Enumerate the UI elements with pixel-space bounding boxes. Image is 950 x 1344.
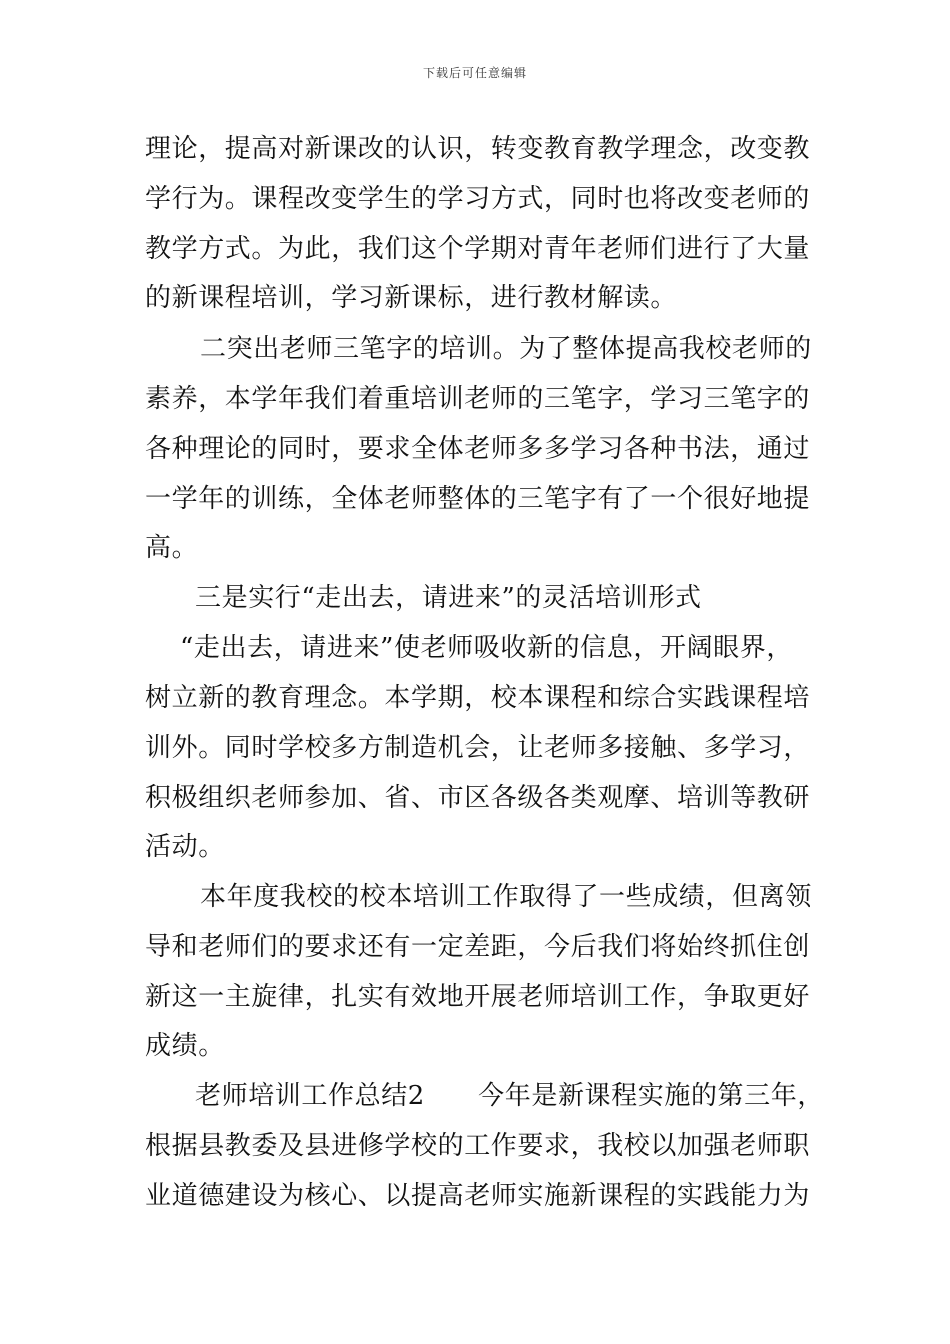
body-line: 老师培训工作总结2 今年是新课程实施的第三年，	[195, 1081, 824, 1111]
body-line: 二突出老师三笔字的培训。为了整体提高我校老师的	[200, 334, 812, 364]
body-line: 三是实行“走出去，请进来”的灵活培训形式	[195, 583, 702, 613]
body-line: 根据县教委及县进修学校的工作要求，我校以加强老师职	[145, 1131, 811, 1161]
body-line: 新这一主旋律，扎实有效地开展老师培训工作，争取更好	[145, 982, 811, 1012]
body-line: 理论，提高对新课改的认识，转变教育教学理念，改变教	[145, 134, 811, 164]
body-line: 积极组织老师参加、省、市区各级各类观摩、培训等教研	[145, 783, 811, 813]
body-line: 活动。	[145, 832, 225, 862]
body-line: 本年度我校的校本培训工作取得了一些成绩，但离领	[200, 882, 812, 912]
body-line: 业道德建设为核心、以提高老师实施新课程的实践能力为	[145, 1181, 811, 1211]
body-line: 训外。同时学校多方制造机会，让老师多接触、多学习，	[145, 733, 811, 763]
page-header: 下载后可任意编辑	[422, 66, 527, 80]
body-line: 素养，本学年我们着重培训老师的三笔字，学习三笔字的	[145, 384, 811, 414]
body-line: 学行为。课程改变学生的学习方式，同时也将改变老师的	[145, 184, 811, 214]
body-line: 一学年的训练，全体老师整体的三笔字有了一个很好地提	[145, 484, 811, 514]
body-line: “走出去，请进来”使老师吸收新的信息，开阔眼界，	[180, 633, 793, 663]
body-line: 导和老师们的要求还有一定差距，今后我们将始终抓住创	[145, 932, 811, 962]
body-line: 各种理论的同时，要求全体老师多多学习各种书法，通过	[145, 434, 811, 464]
body-line: 教学方式。为此，我们这个学期对青年老师们进行了大量	[145, 234, 811, 264]
body-line: 高。	[145, 533, 199, 563]
body-line: 树立新的教育理念。本学期，校本课程和综合实践课程培	[145, 683, 811, 713]
body-line: 的新课程培训，学习新课标，进行教材解读。	[145, 283, 678, 313]
body-line: 成绩。	[145, 1031, 225, 1061]
